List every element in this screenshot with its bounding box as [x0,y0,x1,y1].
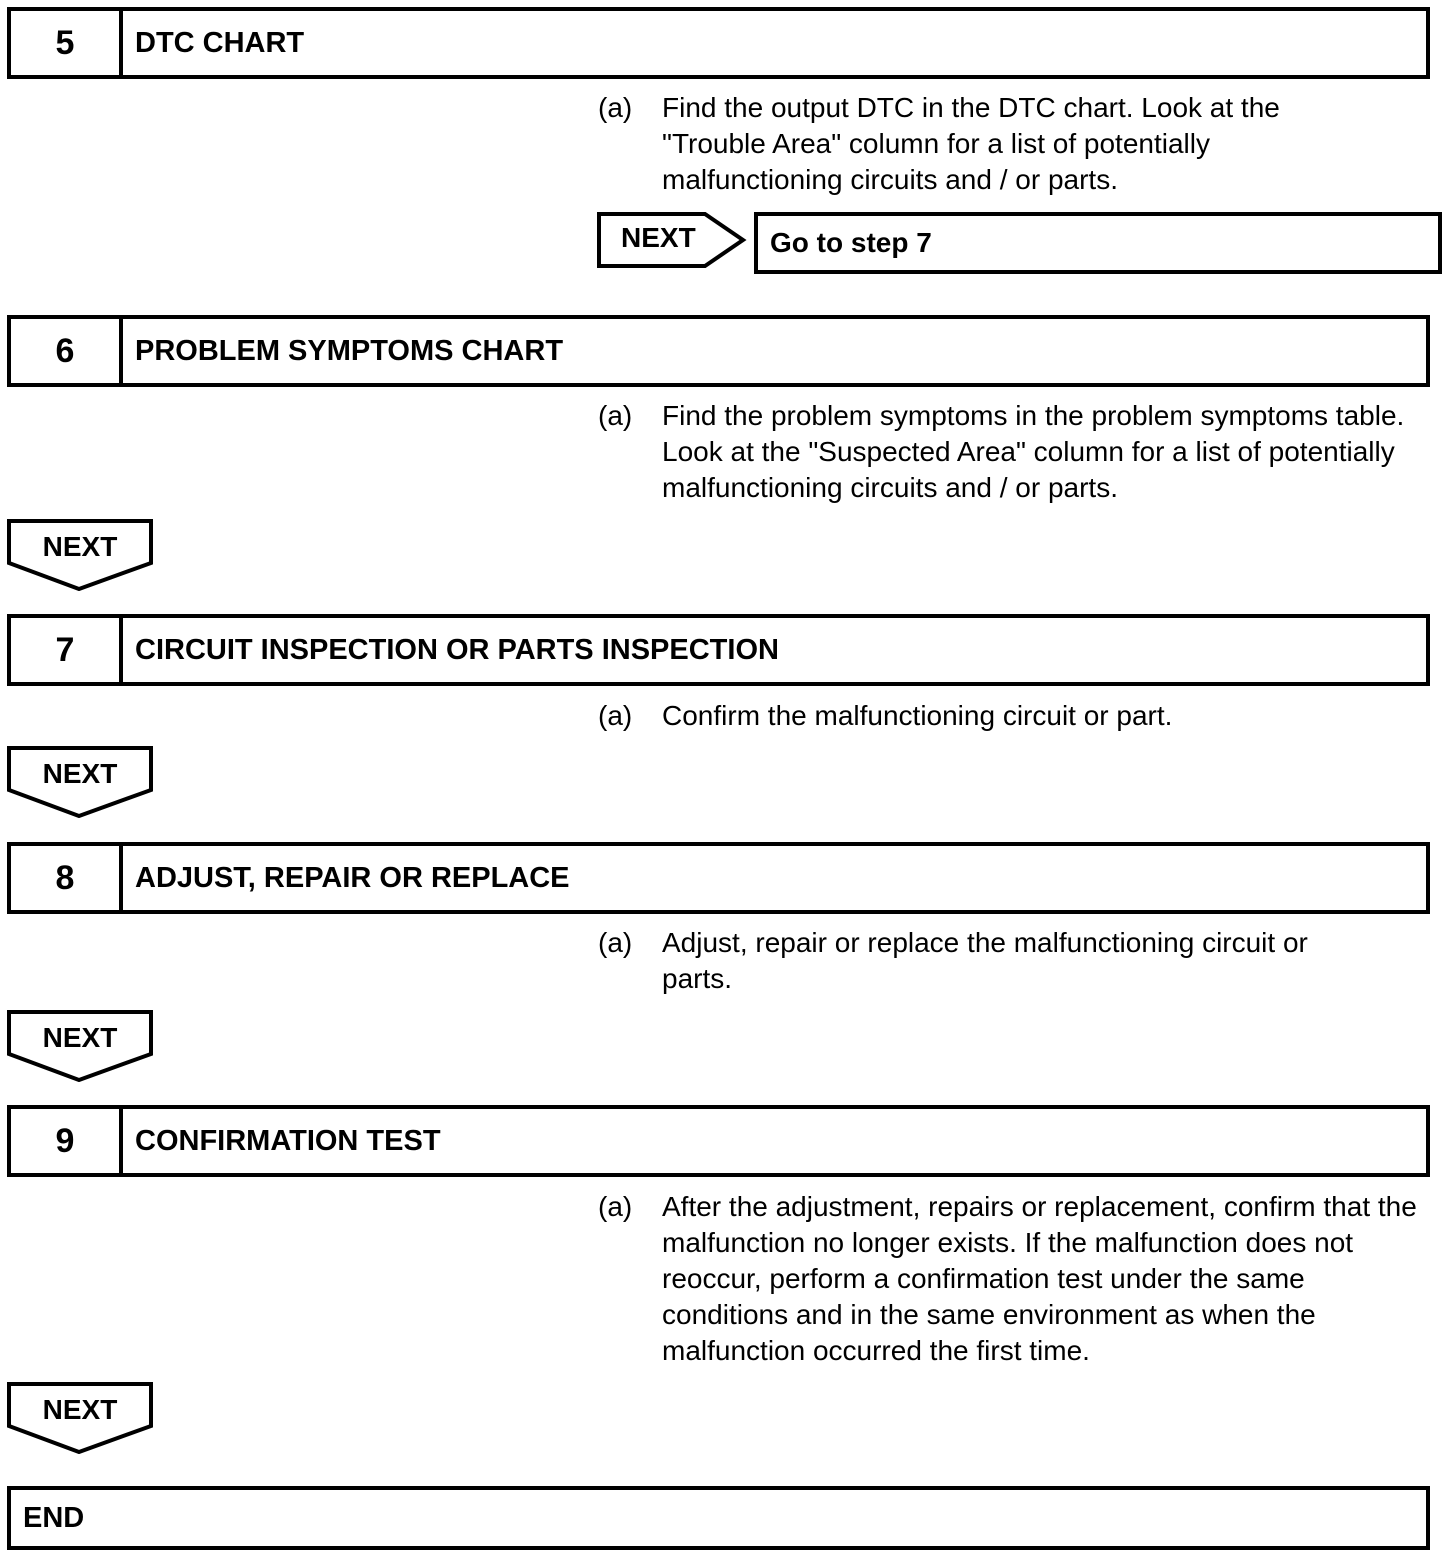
next-right-arrow[interactable] [597,212,747,268]
next-label: NEXT [42,531,118,562]
step-title: CONFIRMATION TEST [135,1124,441,1157]
step-7-header [7,614,1430,686]
instruction-label: (a) [598,92,633,123]
next-down-arrow[interactable] [7,1010,153,1082]
end-label: END [23,1501,85,1534]
step-6-instruction [598,398,1418,506]
step-6-header [7,315,1430,387]
instruction-text: After the adjustment, repairs or replacement, confirm that the malfunction no longer exists. If the malfunction does not reoccur, perform a confirmation test under the same conditions and in the same environment as when the malfunction occurred the first time. [662,1191,1417,1366]
next-label: NEXT [621,222,696,253]
step-5-instruction [598,90,1418,198]
instruction-label: (a) [598,927,633,958]
instruction-text: Find the problem symptoms in the problem symptoms table. Look at the "Suspected Area" column for a list of potentially malfunctioning circuits and / or parts. [662,400,1405,503]
step-9-header [7,1105,1430,1177]
next-label: NEXT [42,1394,118,1425]
step-number: 8 [11,846,123,910]
next-down-arrow[interactable] [7,1382,153,1454]
step-8-instruction [598,925,1418,997]
step-number: 7 [11,618,123,682]
step-number: 5 [11,11,123,75]
goto-step-box[interactable] [754,212,1442,274]
instruction-text: Adjust, repair or replace the malfunctioning circuit or parts. [662,927,1308,994]
step-title: ADJUST, REPAIR OR REPLACE [135,861,570,894]
next-label: NEXT [42,758,118,789]
step-title: DTC CHART [135,26,305,59]
instruction-label: (a) [598,700,633,731]
next-down-arrow[interactable] [7,746,153,818]
end-box [7,1486,1430,1550]
step-5-header [7,7,1430,79]
next-label: NEXT [42,1022,118,1053]
goto-text: Go to step 7 [770,227,932,258]
step-8-header [7,842,1430,914]
instruction-text: Find the output DTC in the DTC chart. Look at the "Trouble Area" column for a list of potentially malfunctioning circuits and / or parts. [662,92,1280,195]
instruction-label: (a) [598,1191,633,1222]
step-9-instruction [598,1189,1418,1369]
instruction-text: Confirm the malfunctioning circuit or part. [662,700,1173,731]
step-number: 9 [11,1109,123,1173]
next-down-arrow[interactable] [7,519,153,591]
step-7-instruction [598,698,1418,734]
step-title: CIRCUIT INSPECTION OR PARTS INSPECTION [135,633,779,666]
step-title: PROBLEM SYMPTOMS CHART [135,334,564,367]
step-number: 6 [11,319,123,383]
instruction-label: (a) [598,400,633,431]
